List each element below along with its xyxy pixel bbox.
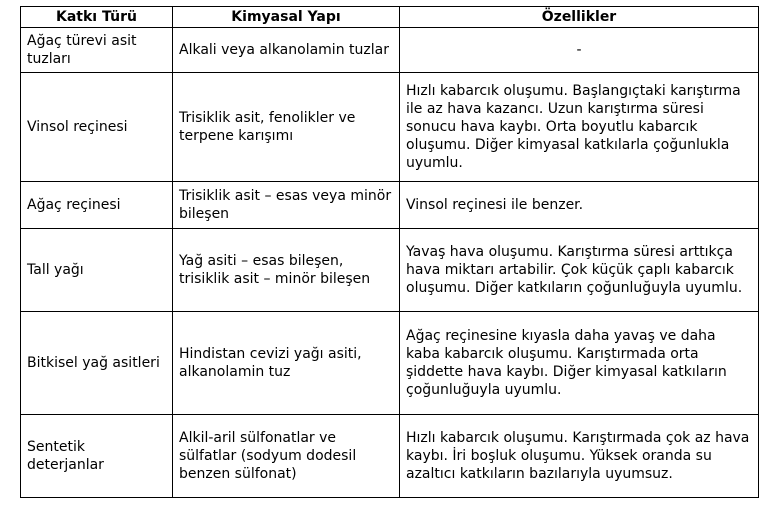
cell-properties: Yavaş hava oluşumu. Karıştırma süresi arttıkça hava miktarı artabilir. Çok küçük çaplı kabarcık oluşumu. Diğer katkıların çoğunluğuyla uyumlu. [400,229,759,312]
cell-properties: - [400,28,759,73]
cell-chemical-structure: Alkil-aril sülfonatlar ve sülfatlar (sodyum dodesil benzen sülfonat) [173,415,400,498]
additive-table [20,6,759,498]
cell-properties: Hızlı kabarcık oluşumu. Karıştırmada çok az hava kaybı. İri boşluk oluşumu. Yüksek oranda su azaltıcı katkıların bazılarıyla uyumsuz. [400,415,759,498]
cell-chemical-structure: Trisiklik asit – esas veya minör bileşen [173,182,400,229]
table-row [21,73,759,182]
header-additive-type: Katkı Türü [21,7,173,28]
cell-properties: Hızlı kabarcık oluşumu. Başlangıçtaki karıştırma ile az hava kazancı. Uzun karıştırma süresi sonucu hava kaybı. Orta boyutlu kabarcık oluşumu. Diğer kimyasal katkılarla çoğunlukla uyumlu. [400,73,759,182]
header-chemical-structure: Kimyasal Yapı [173,7,400,28]
cell-additive-type: Ağaç türevi asit tuzları [21,28,173,73]
header-row [21,7,759,28]
cell-properties: Vinsol reçinesi ile benzer. [400,182,759,229]
cell-chemical-structure: Trisiklik asit, fenolikler ve terpene karışımı [173,73,400,182]
cell-additive-type: Bitkisel yağ asitleri [21,312,173,415]
table-row [21,28,759,73]
cell-properties: Ağaç reçinesine kıyasla daha yavaş ve daha kaba kabarcık oluşumu. Karıştırmada orta şiddette hava kaybı. Diğer kimyasal katkıların çoğunluğuyla uyumlu. [400,312,759,415]
cell-chemical-structure: Yağ asiti – esas bileşen, trisiklik asit – minör bileşen [173,229,400,312]
header-properties: Özellikler [400,7,759,28]
table-row [21,229,759,312]
table-row [21,415,759,498]
cell-additive-type: Ağaç reçinesi [21,182,173,229]
cell-chemical-structure: Alkali veya alkanolamin tuzlar [173,28,400,73]
table-row [21,312,759,415]
cell-additive-type: Tall yağı [21,229,173,312]
table-row [21,182,759,229]
cell-chemical-structure: Hindistan cevizi yağı asiti, alkanolamin tuz [173,312,400,415]
cell-additive-type: Vinsol reçinesi [21,73,173,182]
cell-additive-type: Sentetik deterjanlar [21,415,173,498]
